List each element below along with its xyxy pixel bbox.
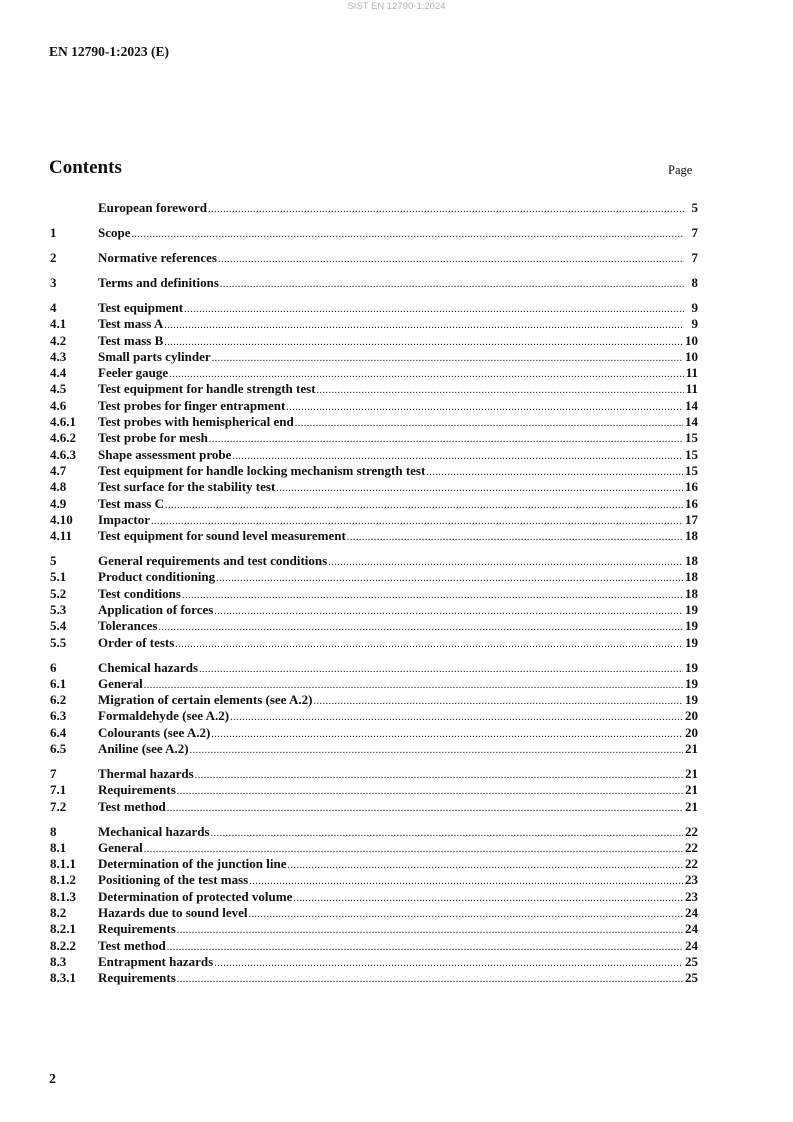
toc-entry-number: 4.11 [50, 528, 73, 544]
toc-entry-title: Tolerances [98, 618, 158, 634]
toc-dot-leader [195, 768, 683, 784]
toc-entry[interactable] [50, 799, 698, 815]
toc-entry[interactable] [50, 398, 698, 414]
toc-entry-page: 19 [685, 618, 698, 634]
toc-entry-title: Terms and definitions [98, 274, 219, 290]
toc-entry-page: 19 [685, 601, 698, 617]
toc-entry[interactable] [50, 840, 698, 856]
toc-entry-number: 4.6 [50, 397, 67, 413]
toc-entry-page: 11 [685, 381, 698, 397]
toc-entry-title: Test surface for the stability test [98, 479, 276, 495]
toc-entry-number: 7 [50, 766, 57, 782]
toc-entry-title: Test equipment [98, 299, 184, 315]
toc-entry-title: Entrapment hazards [98, 953, 214, 969]
page-column-label: Page [668, 163, 693, 177]
toc-entry-title: Small parts cylinder [98, 348, 211, 364]
toc-entry-title: Thermal hazards [98, 766, 194, 782]
toc-dot-leader [230, 710, 683, 726]
toc-entry-number: 4.1 [50, 316, 67, 332]
toc-entry-number: 4.6.3 [50, 446, 76, 462]
toc-entry-title: Mechanical hazards [98, 823, 210, 839]
toc-group [50, 824, 698, 987]
toc-entry-number: 4.2 [50, 332, 67, 348]
toc-entry-number: 4.3 [50, 348, 67, 364]
toc-entry-number: 6.4 [50, 724, 67, 740]
toc-entry-number: 4.6.1 [50, 414, 76, 430]
toc-entry[interactable] [50, 381, 698, 397]
toc-entry[interactable] [50, 970, 698, 986]
toc-entry-number: 8.1.3 [50, 888, 76, 904]
toc-dot-leader [249, 907, 683, 923]
toc-entry-title: Product conditioning [98, 569, 216, 585]
toc-entry-page: 23 [685, 872, 698, 888]
toc-entry-number: 8.2.1 [50, 921, 76, 937]
toc-group [50, 300, 698, 544]
toc-dot-leader [216, 571, 683, 587]
toc-entry-title: Colourants (see A.2) [98, 724, 211, 740]
toc-entry[interactable] [50, 725, 698, 741]
toc-entry-page: 18 [685, 569, 698, 585]
toc-entry-number: 8.1.1 [50, 856, 76, 872]
toc-entry-title: Aniline (see A.2) [98, 741, 189, 757]
toc-entry[interactable] [50, 676, 698, 692]
toc-entry-title: Test conditions [98, 585, 181, 601]
toc-group [50, 553, 698, 651]
toc-group [50, 660, 698, 758]
toc-entry-title: Requirements [98, 970, 176, 986]
toc-entry[interactable] [50, 528, 698, 544]
toc-entry-number: 8 [50, 823, 57, 839]
toc-dot-leader [209, 432, 683, 448]
toc-entry[interactable] [50, 586, 698, 602]
toc-entry-number: 5.5 [50, 634, 67, 650]
toc-entry[interactable] [50, 766, 698, 782]
toc-entry-page: 21 [685, 798, 698, 814]
toc-dot-leader [249, 874, 683, 890]
toc-dot-leader [286, 400, 683, 416]
toc-entry-page: 21 [685, 766, 698, 782]
toc-entry[interactable] [50, 856, 698, 872]
toc-entry-title: European foreword [98, 200, 207, 215]
toc-entry-number: 8.2.2 [50, 937, 76, 953]
toc-entry[interactable] [50, 741, 698, 757]
toc-dot-leader [211, 826, 683, 842]
toc-entry-title: Test equipment for sound level measurement [98, 528, 346, 544]
toc-entry-title: Normative references [98, 249, 217, 265]
toc-dot-leader [175, 637, 683, 653]
toc-dot-leader [214, 604, 683, 620]
toc-entry-title: Requirements [98, 921, 176, 937]
toc-entry-page: 19 [685, 659, 698, 675]
toc-entry-page: 24 [685, 905, 698, 921]
toc-entry-page: 17 [685, 511, 698, 527]
toc-dot-leader [164, 335, 683, 351]
toc-entry-page: 23 [685, 888, 698, 904]
toc-entry-number: 7.2 [50, 798, 67, 814]
toc-entry[interactable] [50, 954, 698, 970]
toc-entry[interactable] [50, 463, 698, 479]
page-number: 2 [49, 1072, 56, 1087]
toc-entry-title: General requirements and test conditions [98, 553, 328, 569]
toc-entry[interactable] [50, 660, 698, 676]
toc-entry[interactable] [50, 618, 698, 634]
toc-entry[interactable] [50, 300, 698, 316]
toc-entry[interactable] [50, 553, 698, 569]
toc-dot-leader [214, 956, 683, 972]
toc-entry-number: 4.7 [50, 462, 67, 478]
contents-heading: Contents [49, 157, 122, 178]
toc-entry[interactable] [50, 872, 698, 888]
toc-entry-number: 3 [50, 274, 57, 290]
toc-entry-page: 21 [685, 782, 698, 798]
toc-entry-title: Test mass C [98, 495, 164, 511]
toc-dot-leader [347, 530, 683, 546]
toc-dot-leader [211, 727, 683, 743]
toc-entry[interactable] [50, 225, 698, 241]
toc-entry-page: 9 [691, 299, 698, 315]
toc-entry-title: Migration of certain elements (see A.2) [98, 692, 313, 708]
toc-entry-number: 8.1 [50, 839, 67, 855]
toc-dot-leader [184, 302, 684, 318]
toc-dot-leader [164, 318, 684, 334]
toc-entry[interactable] [50, 414, 698, 430]
toc-entry-number: 8.3.1 [50, 970, 76, 986]
toc-entry-page: 15 [685, 430, 698, 446]
toc-dot-leader [190, 743, 683, 759]
toc-entry-page: 15 [685, 446, 698, 462]
toc-entry[interactable] [50, 430, 698, 446]
toc-entry-number: 6 [50, 659, 57, 675]
toc-dot-leader [287, 858, 683, 874]
toc-dot-leader [317, 383, 684, 399]
toc-entry-title: Application of forces [98, 601, 214, 617]
toc-dot-leader [218, 252, 684, 268]
toc-entry-number: 4.4 [50, 365, 67, 381]
toc-entry[interactable] [50, 200, 698, 216]
toc-entry-title: Chemical hazards [98, 659, 199, 675]
toc-entry-number: 6.2 [50, 692, 67, 708]
toc-entry-title: Formaldehyde (see A.2) [98, 708, 230, 724]
toc-dot-leader [208, 202, 684, 218]
toc-dot-leader [313, 694, 683, 710]
toc-dot-leader [177, 784, 683, 800]
toc-entry-page: 18 [685, 528, 698, 544]
toc-entry-page: 22 [685, 839, 698, 855]
toc-dot-leader [167, 801, 683, 817]
toc-entry-page: 5 [691, 200, 698, 215]
toc-entry[interactable] [50, 447, 698, 463]
toc-entry-title: Order of tests [98, 634, 175, 650]
toc-entry-page: 16 [685, 479, 698, 495]
toc-dot-leader [426, 465, 683, 481]
toc-entry[interactable] [50, 349, 698, 365]
toc-entry[interactable] [50, 512, 698, 528]
toc-entry-page: 20 [685, 724, 698, 740]
toc-entry[interactable] [50, 602, 698, 618]
toc-entry-number: 8.3 [50, 953, 67, 969]
toc-dot-leader [182, 588, 683, 604]
toc-entry-page: 14 [685, 414, 698, 430]
toc-entry-title: Test equipment for handle strength test [98, 381, 316, 397]
toc-entry[interactable] [50, 333, 698, 349]
toc-entry[interactable] [50, 921, 698, 937]
toc-dot-leader [212, 351, 683, 367]
toc-entry-number: 5.4 [50, 618, 67, 634]
toc-entry-number: 4.9 [50, 495, 67, 511]
toc-entry-title: Test probes with hemispherical end [98, 414, 294, 430]
toc-entry-number: 4.5 [50, 381, 67, 397]
toc-group [50, 766, 698, 815]
watermark: SIST EN 12790-1:2024 [347, 1, 446, 12]
toc-entry-title: General [98, 675, 143, 691]
toc-entry-title: Test mass B [98, 332, 164, 348]
toc-entry-page: 10 [685, 348, 698, 364]
toc-entry-number: 2 [50, 249, 57, 265]
toc-dot-leader [276, 481, 683, 497]
toc-entry-page: 18 [685, 553, 698, 569]
toc-dot-leader [328, 555, 683, 571]
toc-entry[interactable] [50, 275, 698, 291]
toc-entry-page: 8 [691, 274, 698, 290]
toc-entry-page: 21 [685, 741, 698, 757]
toc-entry-title: Scope [98, 224, 131, 240]
toc-entry-number: 1 [50, 224, 57, 240]
toc-entry[interactable] [50, 692, 698, 708]
toc-entry-number: 6.5 [50, 741, 67, 757]
toc-entry-number: 4.10 [50, 511, 73, 527]
toc-entry-page: 15 [685, 462, 698, 478]
toc-entry-page: 9 [691, 316, 698, 332]
toc-entry-page: 14 [685, 397, 698, 413]
toc-entry-title: General [98, 839, 143, 855]
toc-entry-page: 19 [685, 675, 698, 691]
toc-dot-leader [165, 498, 683, 514]
toc-entry[interactable] [50, 905, 698, 921]
toc-entry-number: 5.1 [50, 569, 67, 585]
toc-entry-number: 5.2 [50, 585, 67, 601]
toc-entry-page: 24 [685, 921, 698, 937]
toc-entry[interactable] [50, 635, 698, 651]
toc-entry[interactable] [50, 824, 698, 840]
toc-entry-page: 19 [685, 692, 698, 708]
toc-entry-page: 25 [685, 953, 698, 969]
toc-entry-title: Feeler gauge [98, 365, 169, 381]
toc-dot-leader [293, 891, 683, 907]
toc-entry-page: 25 [685, 970, 698, 986]
toc-entry-title: Test probes for finger entrapment [98, 397, 286, 413]
toc-dot-leader [199, 662, 683, 678]
toc-entry[interactable] [50, 569, 698, 585]
toc-entry-number: 8.2 [50, 905, 67, 921]
toc-entry-page: 7 [691, 249, 698, 265]
toc-dot-leader [167, 940, 683, 956]
toc-entry[interactable] [50, 889, 698, 905]
toc-entry-page: 22 [685, 856, 698, 872]
toc-entry[interactable] [50, 365, 698, 381]
toc-entry-title: Hazards due to sound level [98, 905, 248, 921]
toc-entry-page: 11 [685, 365, 698, 381]
toc-entry[interactable] [50, 938, 698, 954]
toc-entry-number: 7.1 [50, 782, 67, 798]
toc-entry-title: Test mass A [98, 316, 164, 332]
toc-entry-number: 5.3 [50, 601, 67, 617]
toc-entry-page: 24 [685, 937, 698, 953]
toc-group [50, 225, 698, 241]
toc-entry-number: 8.1.2 [50, 872, 76, 888]
toc-entry-title: Determination of the junction line [98, 856, 287, 872]
toc-entry-number: 6.1 [50, 675, 67, 691]
toc-entry-number: 4 [50, 299, 57, 315]
toc-group [50, 250, 698, 266]
toc-entry[interactable] [50, 782, 698, 798]
toc-entry-page: 18 [685, 585, 698, 601]
toc-entry-title: Test method [98, 937, 166, 953]
toc-entry-page: 16 [685, 495, 698, 511]
toc-dot-leader [295, 416, 683, 432]
toc-entry-title: Test probe for mesh [98, 430, 208, 446]
toc-dot-leader [158, 620, 683, 636]
toc-group [50, 200, 698, 216]
toc-dot-leader [177, 923, 683, 939]
toc-entry[interactable] [50, 316, 698, 332]
toc-entry-title: Test equipment for handle locking mechanism strength test [98, 462, 426, 478]
toc-group [50, 275, 698, 291]
toc-entry-page: 7 [691, 224, 698, 240]
toc-entry-title: Requirements [98, 782, 176, 798]
toc-entry[interactable] [50, 708, 698, 724]
toc-entry-page: 19 [685, 634, 698, 650]
toc-entry-title: Shape assessment probe [98, 446, 232, 462]
toc-entry-number: 5 [50, 553, 57, 569]
toc-entry[interactable] [50, 250, 698, 266]
toc-entry[interactable] [50, 496, 698, 512]
toc-entry-title: Test method [98, 798, 166, 814]
table-of-contents [50, 200, 698, 987]
document-id: EN 12790-1:2023 (E) [49, 44, 169, 59]
toc-entry[interactable] [50, 479, 698, 495]
toc-entry-page: 10 [685, 332, 698, 348]
toc-dot-leader [177, 972, 683, 988]
toc-dot-leader [220, 277, 684, 293]
toc-entry-page: 20 [685, 708, 698, 724]
toc-entry-number: 4.6.2 [50, 430, 76, 446]
toc-entry-number: 6.3 [50, 708, 67, 724]
toc-entry-title: Impactor [98, 511, 150, 527]
toc-dot-leader [132, 227, 685, 243]
toc-entry-title: Determination of protected volume [98, 888, 293, 904]
toc-entry-page: 22 [685, 823, 698, 839]
toc-entry-number: 4.8 [50, 479, 67, 495]
toc-entry-title: Positioning of the test mass [98, 872, 249, 888]
